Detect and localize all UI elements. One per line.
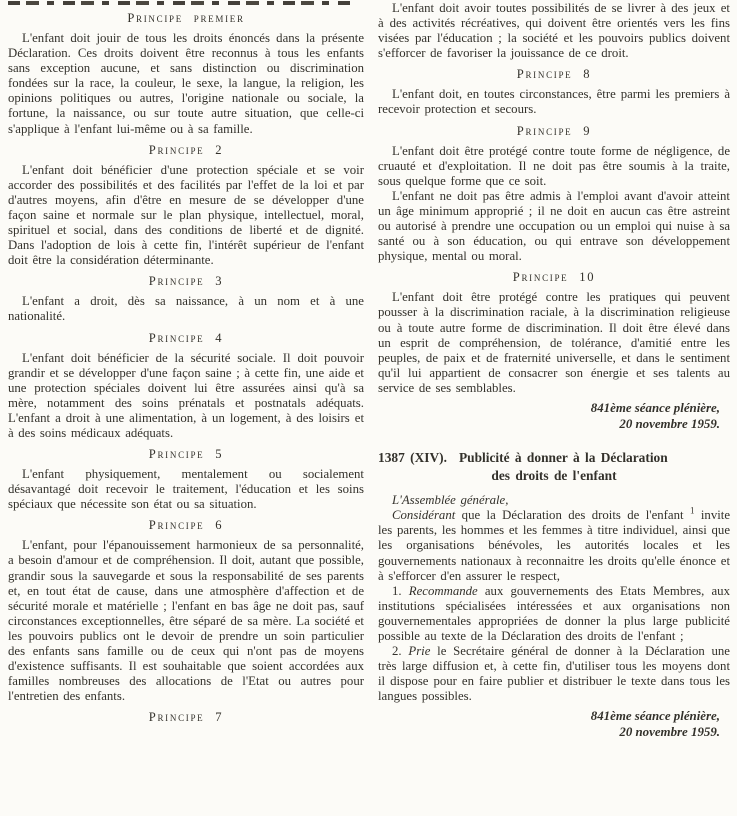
right-column (378, 0, 730, 741)
principle-10-text: L'enfant doit être protégé contre les pratiques qui peuvent pousser à la discrimination raciale, à la discrimination religieuse ou à toute autre forme de discrimination. Il doit être élevé dans un esprit de compréhension, de tolérance, d'amitié entre les peuples, de paix et de fraternité universelle, et dans le sentiment qu'il lui appartient de consacrer son énergie et ses talents au service de ses semblables. (378, 290, 730, 395)
considerant-lead: Considérant (392, 508, 456, 523)
principle-6-heading: Principe 6 (148, 518, 224, 533)
clause-2-text: le Secrétaire général de donner à la Déclaration une très large diffusion et, à cette fin, d'utiliser tous les moyens dont il dispose pour en faire publier et distribuer le texte dans tous les langues possibles. (378, 644, 730, 704)
session-note-1-line1: 841ème séance plénière, (590, 400, 720, 415)
considerant-after-footnote: invite les parents, les hommes et les femmes à titre individuel, ainsi que les organisations bénévoles, les autorités locales et les gouvernements nationaux à reconnaitre les droits qu'elle énonce et à s'efforcer d'en assurer le respect, (378, 508, 731, 583)
clause-1-lead: Recommande (401, 583, 478, 598)
principle-2-heading: Principe 2 (148, 142, 224, 157)
resolution-number: 1387 (XIV). (378, 450, 447, 466)
resolution-clause-1 (378, 584, 730, 644)
resolution-title-line1: Publicité à donner à la Déclaration (458, 450, 668, 466)
principle-1-heading: Principe premier (127, 11, 245, 25)
principle-7-heading: Principe 7 (148, 710, 224, 725)
left-column (8, 0, 364, 730)
session-note-2-line1: 841ème séance plénière, (590, 709, 720, 724)
clause-2-number: 2. (392, 644, 402, 659)
principle-1-text: L'enfant doit jouir de tous les droits énoncés dans la présente Déclaration. Ces droits doivent être reconnus à tous les enfants sans exception aucune, et sans distinction ou discrimination fondées sur la race, la couleur, le sexe, la langue, la religion, les opinions politiques ou autres, l'origine nationale ou sociale, la fortune, la naissance, ou sur toute autre situation, que celle-ci s'applique à l'enfant lui-même ou à sa famille. (8, 31, 364, 136)
footnote-mark: 1 (689, 505, 695, 516)
session-note-1 (378, 401, 720, 432)
principle-8-heading: Principe 8 (516, 67, 592, 82)
resolution-heading (378, 449, 730, 484)
principle-6-text: L'enfant, pour l'épanouissement harmonieux de sa personnalité, a besoin d'amour et de compréhension. Il doit, autant que possible, grandir sous la sauvegarde et sous la responsabilité de ses parents et, en tout état de cause, dans une atmosphère d'affection et de sécurité morale et matérielle ; l'enfant en bas âge ne doit pas, sauf circonstances exceptionnelles, être séparé de sa mère. La société et les pouvoirs publics ont le devoir de prendre un soin particulier des enfants sans famille ou de ceux qui n'ont pas de moyens d'existence suffisants. Il est souhaitable que soient accordées aux familles nombreuses des allocations de l'Etat ou autres pour l'entretien des enfants. (8, 538, 364, 704)
resolution-title-line2: des droits de l'enfant (491, 467, 617, 483)
principle-9-text-1: L'enfant doit être protégé contre toute forme de négligence, de cruauté et d'exploitation. Il ne doit pas être soumis à la traite, sous quelque forme que ce soit. (378, 143, 730, 188)
principle-10-heading: Principe 10 (512, 270, 596, 285)
principle-8-text: L'enfant doit, en toutes circonstances, être parmi les premiers à recevoir protection et secours. (378, 87, 730, 117)
clipped-text-fragment (8, 1, 352, 5)
principle-5-heading: Principe 5 (148, 447, 224, 462)
resolution-considerant (378, 505, 731, 583)
resolution-heading-line1 (378, 449, 730, 467)
principle-4-text: L'enfant doit bénéficier de la sécurité sociale. Il doit pouvoir grandir et se développer d'une façon saine ; à cette fin, une aide et une protection spéciales doivent lui être assurées ainsi qu'à sa mère, notamment des soins prénatals et postnatals adéquats. L'enfant a droit à une alimentation, à un logement, à des loisirs et à des soins médicaux adéquats. (8, 350, 364, 440)
principle-3-heading: Principe 3 (148, 274, 224, 289)
principle-4-heading: Principe 4 (148, 330, 224, 345)
clause-2-lead: Prie (401, 644, 431, 659)
principle-3-text: L'enfant a droit, dès sa naissance, à un nom et à une nationalité. (8, 294, 364, 324)
session-note-1-line2: 20 novembre 1959. (619, 416, 720, 431)
principle-7-text: L'enfant doit avoir toutes possibilités de se livrer à des jeux et à des activités récréatives, qui doivent être orientés vers les fins visées par l'éducation ; la société et les pouvoirs publics doivent s'efforcer de favoriser la jouissance de ce droit. (378, 1, 730, 61)
session-note-2-line2: 20 novembre 1959. (619, 725, 720, 740)
principle-2-text: L'enfant doit bénéficier d'une protection spéciale et se voir accorder des possibilités et des facilités par l'effet de la loi et par d'autres moyens, afin d'être en mesure de se développer d'une façon saine et normale sur le plan physique, intellectuel, moral, spirituel et social, dans des conditions de liberté et de dignité. Dans l'adoption de lois à cette fin, l'intérêt supérieur de l'enfant doit être la considération déterminante. (8, 162, 364, 268)
principle-9-text-2: L'enfant ne doit pas être admis à l'emploi avant d'avoir atteint un âge minimum approprié ; il ne doit en aucun cas être astreint ou autorisé à prendre une occupation ou un emploi qui nuise à sa santé ou à son éducation, ou qui entrave son développement physique, mental ou moral. (378, 188, 730, 264)
session-note-2 (378, 709, 720, 740)
clause-1-number: 1. (392, 583, 402, 598)
considerant-before-footnote: que la Déclaration des droits de l'enfant (455, 508, 684, 523)
principle-5-text: L'enfant physiquement, mentalement ou socialement désavantagé doit recevoir le traitement, l'éducation et les soins spéciaux que nécessite son état ou sa situation. (8, 467, 364, 512)
clause-1-text: aux gouvernements des Etats Membres, aux institutions spécialisées intéressées et aux organisations non gouvernementales appropriées de donner la plus large publicité possible au texte de la Déclaration des droits de l'enfant ; (378, 583, 730, 643)
resolution-clause-2 (378, 644, 730, 704)
resolution-preamble-lead: L'Assemblée générale, (392, 493, 509, 508)
principle-9-heading: Principe 9 (516, 123, 592, 138)
